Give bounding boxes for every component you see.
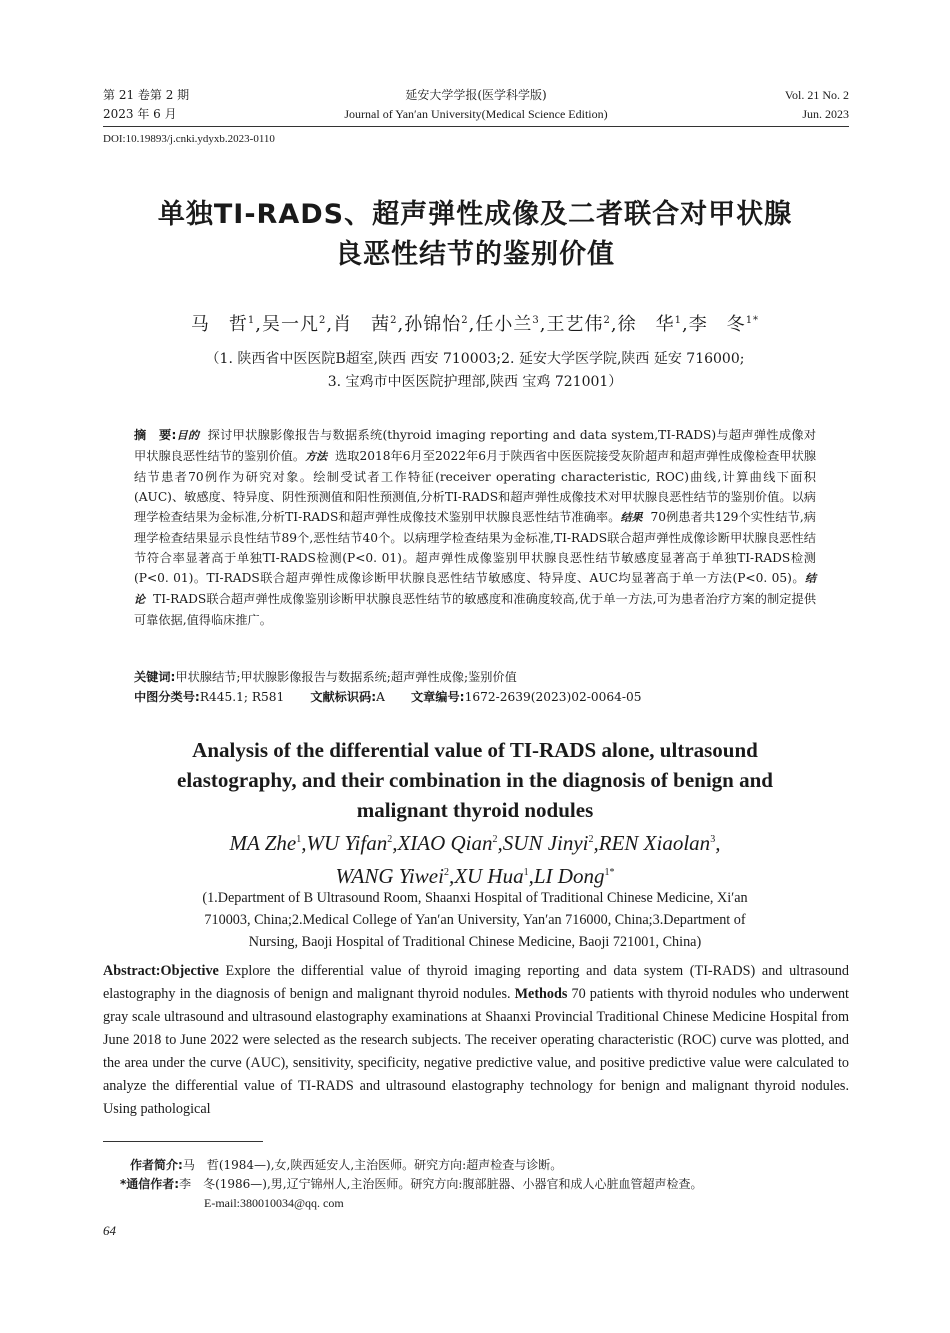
author-en: MA Zhe$^1$ [229, 831, 302, 855]
author-en: XU Hua$^1$ [454, 864, 529, 888]
title-cn-line1: 单独TI-RADS、超声弹性成像及二者联合对甲状腺 [157, 199, 793, 230]
affiliation-en-line3: Nursing, Baoji Hospital of Traditional Chinese Medicine, Baoji 721001, China) [248, 934, 702, 950]
authors-en [100, 825, 850, 891]
author-en: REN Xiaolan$^3$ [598, 831, 716, 855]
affiliation-en-line2: 710003, China;2.Medical College of Yan′an University, Yan′an 716000, China;3.Department of [204, 912, 746, 928]
clc-label: 中图分类号: [134, 690, 200, 704]
affiliation-cn-line1: （1. 陕西省中医医院B超室,陕西 西安 710003;2. 延安大学医学院,陕西 延安 716000; [205, 351, 745, 367]
date-cn: 2023 年 6 月 [103, 107, 177, 121]
author-cn: 徐 华$^1$ [617, 314, 682, 335]
author-cn: 王艺伟$^2$ [546, 314, 611, 335]
affiliations-cn [100, 348, 850, 394]
email-link[interactable]: E-mail:380010034@qq. com [204, 1196, 344, 1210]
header-rule [103, 126, 849, 127]
doi-link[interactable]: DOI:10.19893/j.cnki.ydyxb.2023-0110 [103, 133, 275, 145]
footnotes [120, 1156, 849, 1213]
title-en-line2: elastography, and their combination in the diagnosis of benign and [177, 768, 773, 792]
methods-en-text: 70 patients with thyroid nodules who underwent gray scale ultrasound and ultrasound elastography examinations at Shaanxi Provincial Traditional Chinese Medicine Hospital from June 2018 to June 2022 were selected as the research subjects. The receiver operating characteristic (ROC) curve was plotted, and the area under the curve (AUC), sensitivity, specificity, negative predictive value, and positive predictive value were calculated to analyze the differential value of TI-RADS and ultrasound elastography technology for benign and malignant thyroid nodules. Using pathological [103, 986, 849, 1117]
article-no-value: 1672-2639(2023)02-0064-05 [464, 690, 642, 704]
running-header [103, 86, 849, 126]
objective-en-text: Explore the differential value of thyroid imaging reporting and data system (TI-RADS) and ultrasound elastography in the diagnosis of benign and malignant thyroid nodules. [103, 963, 849, 1002]
clc-value: R445.1; R581 [199, 690, 285, 704]
conclusion-cn-label: 结论 [134, 572, 816, 606]
author-cn: 肖 茜$^2$ [333, 314, 398, 335]
page-number: 64 [103, 1223, 116, 1238]
objective-en-label: Objective [160, 963, 219, 979]
author-en: WANG Yiwei$^2$ [335, 864, 449, 888]
author-cn: 马 哲$^1$ [190, 314, 256, 335]
keywords [134, 667, 816, 687]
author-en: WU Yifan$^2$ [306, 831, 393, 855]
author-en: SUN Jinyi$^2$ [502, 831, 594, 855]
volume-en: Vol. 21 No. 2 [784, 88, 849, 102]
header-right [785, 86, 849, 124]
title-en [100, 735, 850, 825]
title-cn-line2: 良恶性结节的鉴别价值 [335, 239, 615, 270]
doc-code-label: 文献标识码: [310, 690, 377, 704]
methods-cn-label: 方法 [305, 450, 328, 463]
results-cn-text: 70例患者共129个实性结节,病理学检查结果显示良性结节89个,恶性结节40个。以病理学检查结果为金标准,TI-RADS联合超声弹性成像诊断甲状腺良恶性结节符合率显著高于单独TI-RADS检测(P<0. 01)。超声弹性成像鉴别甲状腺良恶性结节敏感度显著高于单独TI-RADS检测(P<0. 01)。TI-RADS联合超声弹性成像诊断甲状腺良恶性结节敏感度、特异度、AUC均显著高于单一方法(P<0. 05)。 [134, 510, 816, 585]
volume-cn: 第 21 卷第 2 期 [103, 88, 190, 102]
journal-name-cn: 延安大学学报(医学科学版) [405, 88, 547, 102]
authors-cn: 马 哲$^1$,吴一凡$^2$,肖 茜$^2$,孙锦怡$^2$,任小兰$^3$,王艺伟$^2$,徐 华$^1$,李 冬$^{1*}$ [190, 314, 760, 335]
objective-cn-text: 探讨甲状腺影像报告与数据系统(thyroid imaging reporting and data system,TI-RADS)与超声弹性成像对甲状腺良恶性结节的鉴别价值。 [134, 428, 817, 463]
abstract-en-label: Abstract: [103, 963, 161, 979]
affiliation-en-line1: (1.Department of B Ultrasound Room, Shaanxi Hospital of Traditional Chinese Medicine, Xi′an [202, 890, 748, 906]
affiliation-cn-line2: 3. 宝鸡市中医医院护理部,陕西 宝鸡 721001） [327, 374, 623, 390]
objective-cn-label: 目的 [176, 429, 200, 442]
date-en: Jun. 2023 [802, 107, 849, 121]
abstract-en [103, 960, 849, 1121]
abstract-cn-label: 摘 要: [134, 428, 177, 442]
abstract-cn [134, 425, 816, 630]
results-cn-label: 结果 [620, 511, 643, 524]
conclusion-cn-text: TI-RADS联合超声弹性成像鉴别诊断甲状腺良恶性结节的敏感度和准确度较高,优于单一方法,可为患者治疗方案的制定提供可靠依据,值得临床推广。 [134, 592, 817, 627]
keywords-label: 关键词: [134, 670, 176, 684]
author-en: LI Dong$^{1*}$ [533, 864, 615, 888]
classification [134, 687, 816, 707]
methods-cn-text: 选取2018年6月至2022年6月于陕西省中医医院接受灰阶超声和超声弹性成像检查甲状腺结节患者70例作为研究对象。绘制受试者工作特征(receiver operating characteristic, ROC)曲线,计算曲线下面积(AUC)、敏感度、特异度、阴性预测值和阳性预测值,分析TI-RADS和超声弹性成像技术对甲状腺良恶性结节的鉴别价值。以病理学检查结果为金标准,分析TI-RADS和超声弹性成像技术鉴别甲状腺良恶性结节准确率。 [134, 449, 817, 524]
title-en-line3: malignant thyroid nodules [356, 798, 594, 822]
title-cn [100, 195, 850, 275]
author-cn: 吴一凡$^2$ [262, 314, 327, 335]
header-center [103, 86, 849, 124]
affiliations-en [130, 887, 820, 953]
author-en: XIAO Qian$^2$ [397, 831, 498, 855]
keywords-text: 甲状腺结节;甲状腺影像报告与数据系统;超声弹性成像;鉴别价值 [175, 670, 517, 684]
corresponding-author: *通信作者:李 冬(1986—),男,辽宁锦州人,主治医师。研究方向:腹部脏器、小器官和成人心脏血管超声检查。 [120, 1177, 703, 1191]
authors-en-line2: WANG Yiwei$^2$,XU Hua$^1$,LI Dong$^{1*}$ [335, 864, 615, 888]
footnote-rule [103, 1141, 263, 1142]
methods-en-label: Methods [514, 986, 568, 1002]
journal-name-en: Journal of Yan′an University(Medical Science Edition) [344, 107, 608, 121]
authors-en-line1: MA Zhe$^1$,WU Yifan$^2$,XIAO Qian$^2$,SUN Jinyi$^2$,REN Xiaolan$^3$, [229, 831, 721, 855]
doc-code-value: A [376, 690, 385, 704]
title-en-line1: Analysis of the differential value of TI-RADS alone, ultrasound [192, 738, 758, 762]
author-cn: 任小兰$^3$ [475, 314, 540, 335]
author-cn: 李 冬$^{1*}$ [688, 314, 760, 335]
author-cn: 孙锦怡$^2$ [404, 314, 469, 335]
article-no-label: 文章编号: [410, 690, 465, 704]
author-bio: 作者简介:马 哲(1984—),女,陕西延安人,主治医师。研究方向:超声检查与诊断。 [130, 1158, 563, 1172]
